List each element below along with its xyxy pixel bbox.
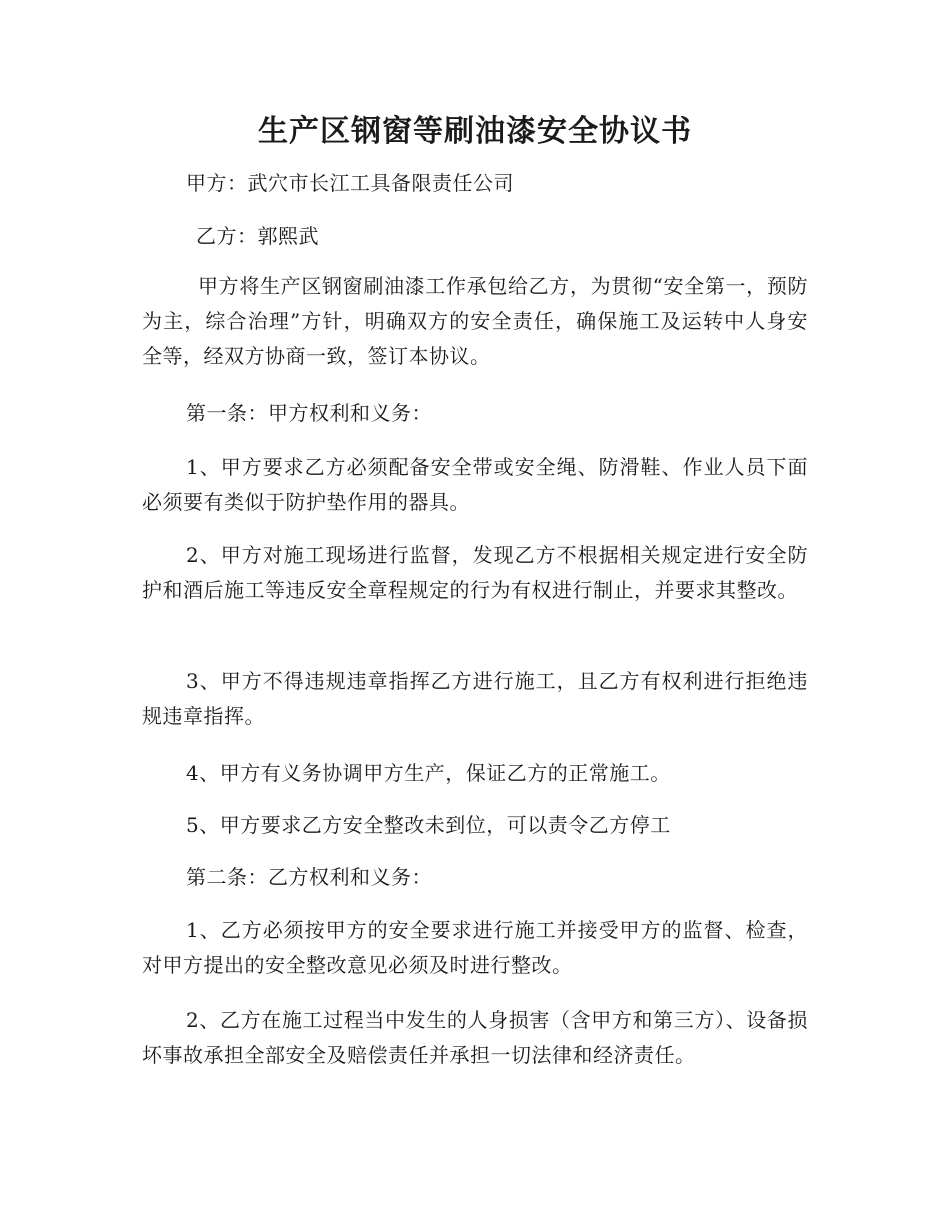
article-2-item: 2、乙方在施工过程当中发生的人身损害（含甲方和第三方）、设备损坏事故承担全部安全及赔偿责任并承担一切法律和经济责任。 bbox=[142, 1008, 808, 1067]
document-title: 生产区钢窗等刷油漆安全协议书 bbox=[258, 114, 692, 149]
article-1-item: 2、甲方对施工现场进行监督，发现乙方不根据相关规定进行安全防护和酒后施工等违反安全章程规定的行为有权进行制止，并要求其整改。 bbox=[142, 543, 808, 602]
article-2-heading: 第二条：乙方权利和义务： bbox=[186, 865, 432, 889]
article-1-item: 4、甲方有义务协调甲方生产，保证乙方的正常施工。 bbox=[186, 761, 671, 785]
party-b-line: 乙方：郭熙武 bbox=[196, 224, 319, 248]
article-1-item: 5、甲方要求乙方安全整改未到位，可以责令乙方停工 bbox=[186, 813, 671, 837]
article-2-item: 1、乙方必须按甲方的安全要求进行施工并接受甲方的监督、检查，对甲方提出的安全整改意见必须及时进行整改。 bbox=[142, 918, 808, 977]
party-a-line: 甲方：武穴市长江工具备限责任公司 bbox=[186, 171, 514, 195]
article-1-heading: 第一条：甲方权利和义务： bbox=[186, 401, 432, 425]
intro-paragraph: 甲方将生产区钢窗刷油漆工作承包给乙方，为贯彻“安全第一，预防为主，综合治理”方针，明确双方的安全责任，确保施工及运转中人身安全等，经双方协商一致，签订本协议。 bbox=[142, 274, 808, 368]
article-1-item: 1、甲方要求乙方必须配备安全带或安全绳、防滑鞋、作业人员下面必须要有类似于防护垫作用的器具。 bbox=[142, 455, 808, 514]
article-1-item: 3、甲方不得违规违章指挥乙方进行施工，且乙方有权利进行拒绝违规违章指挥。 bbox=[142, 669, 808, 728]
